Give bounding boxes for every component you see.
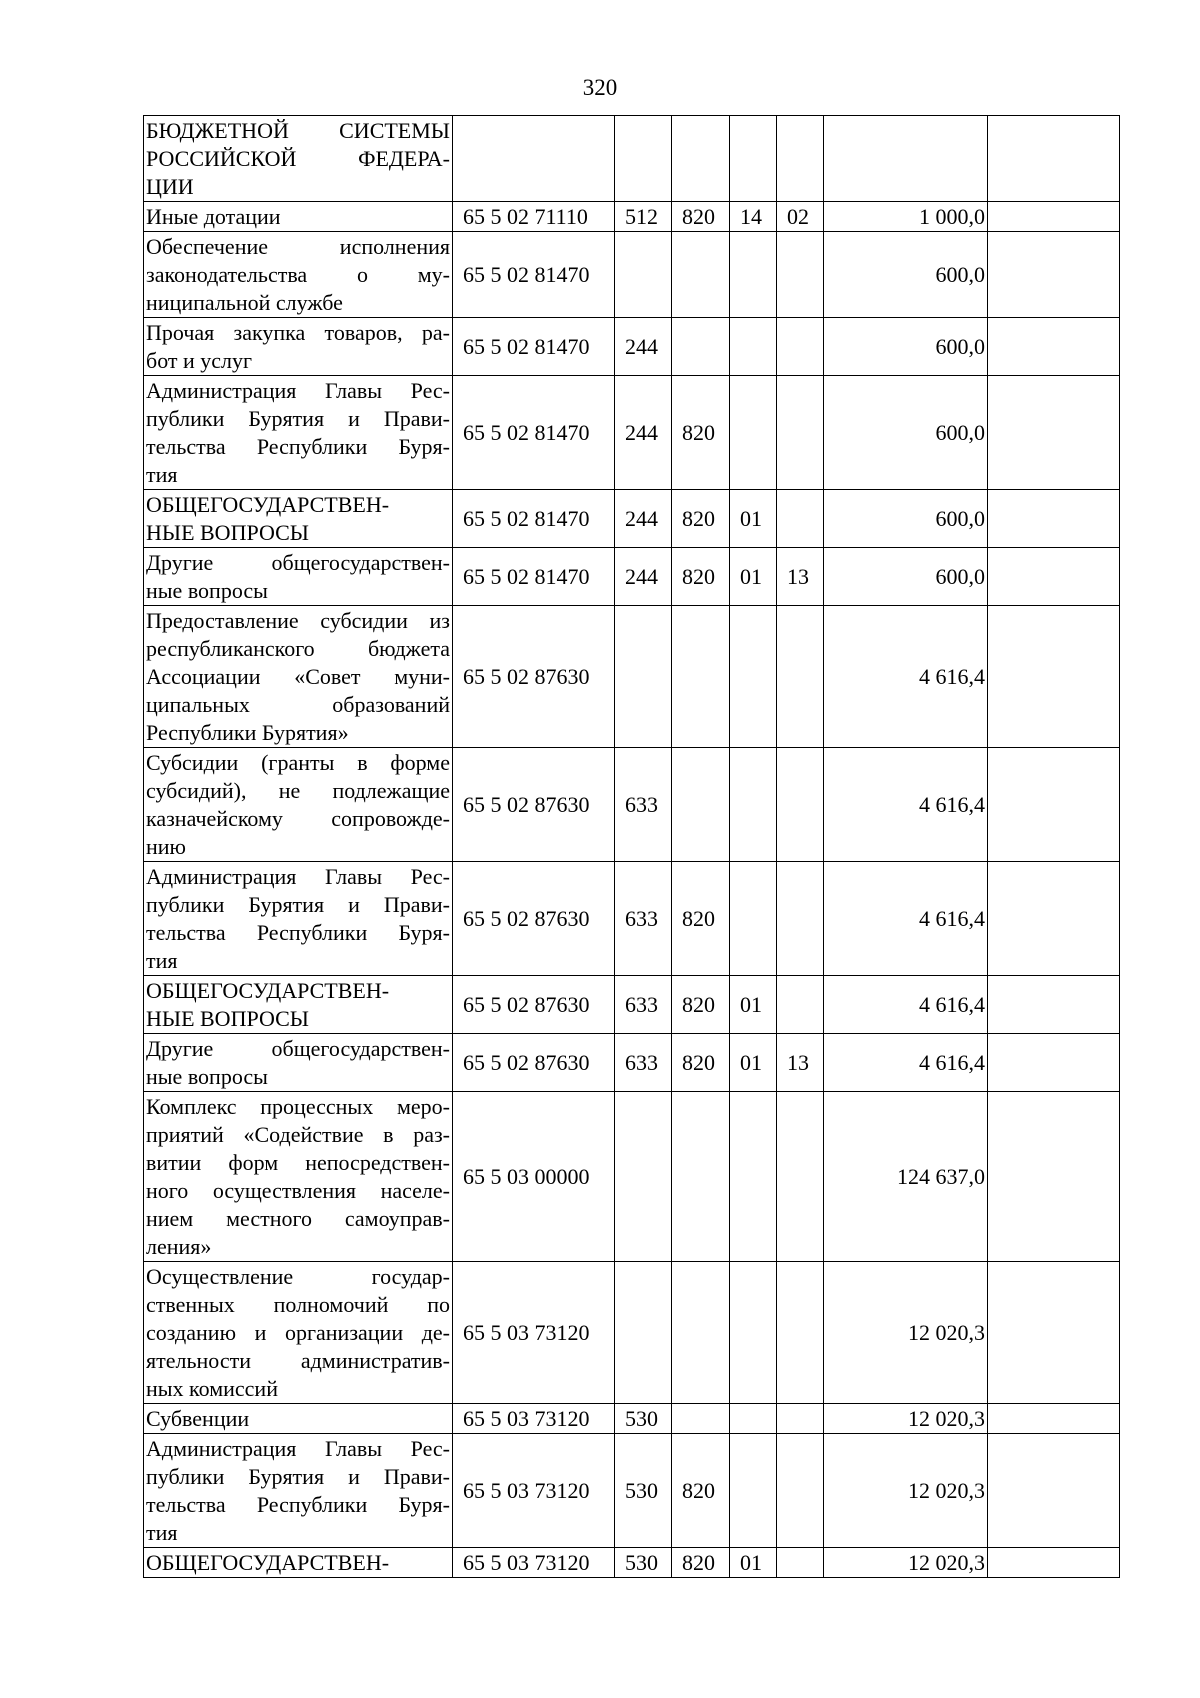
- expense-type-cell: 530: [615, 1548, 672, 1578]
- table-row: [144, 862, 1120, 976]
- subsection-cell: 13: [777, 1034, 824, 1092]
- expense-type-cell: 244: [615, 490, 672, 548]
- row-name-line: тельства Республики Буря-: [146, 1492, 450, 1517]
- row-name-line: ные вопросы: [146, 578, 268, 603]
- expense-type-cell: 512: [615, 202, 672, 232]
- row-name-line: республиканского бюджета: [146, 636, 450, 661]
- amount-cell: 600,0: [824, 232, 988, 318]
- row-name-cell: [144, 1092, 453, 1262]
- row-name-line: Республики Бурятия»: [146, 720, 349, 745]
- section-cell: [730, 232, 777, 318]
- ministry-code-cell: [672, 318, 730, 376]
- amount-cell: 600,0: [824, 490, 988, 548]
- target-article-cell: 65 5 03 73120: [453, 1404, 615, 1434]
- target-article-cell: 65 5 02 87630: [453, 862, 615, 976]
- amount-cell: 600,0: [824, 548, 988, 606]
- ministry-code-cell: [672, 1092, 730, 1262]
- subsection-cell: [777, 1404, 824, 1434]
- row-name-cell: [144, 548, 453, 606]
- subsection-cell: [777, 1262, 824, 1404]
- target-article-cell: 65 5 03 73120: [453, 1548, 615, 1578]
- row-name-line: ЦИИ: [146, 174, 194, 199]
- ministry-code-cell: 820: [672, 202, 730, 232]
- row-name-line: бот и услуг: [146, 348, 253, 373]
- row-name-line: Обеспечение исполнения: [146, 234, 450, 259]
- section-cell: 01: [730, 548, 777, 606]
- empty-cell: [988, 1092, 1120, 1262]
- amount-cell: 124 637,0: [824, 1092, 988, 1262]
- row-name-line: ления»: [146, 1234, 212, 1259]
- amount-cell: 12 020,3: [824, 1262, 988, 1404]
- target-article-cell: 65 5 02 81470: [453, 548, 615, 606]
- target-article-cell: 65 5 02 81470: [453, 318, 615, 376]
- table-row: [144, 202, 1120, 232]
- row-name-line: публики Бурятия и Прави-: [146, 1464, 450, 1489]
- empty-cell: [988, 1034, 1120, 1092]
- ministry-code-cell: 820: [672, 490, 730, 548]
- table-row: [144, 1262, 1120, 1404]
- expense-type-cell: 244: [615, 376, 672, 490]
- row-name-line: БЮДЖЕТНОЙ СИСТЕМЫ: [146, 118, 450, 143]
- amount-cell: 1 000,0: [824, 202, 988, 232]
- section-cell: 01: [730, 1548, 777, 1578]
- row-name-cell: [144, 606, 453, 748]
- row-name-line: витии форм непосредствен-: [146, 1150, 450, 1175]
- row-name-cell: [144, 1404, 453, 1434]
- subsection-cell: [777, 606, 824, 748]
- amount-cell: [824, 116, 988, 202]
- subsection-cell: [777, 862, 824, 976]
- section-cell: [730, 1092, 777, 1262]
- row-name-line: тельства Республики Буря-: [146, 920, 450, 945]
- amount-cell: 12 020,3: [824, 1404, 988, 1434]
- empty-cell: [988, 748, 1120, 862]
- amount-cell: 600,0: [824, 318, 988, 376]
- empty-cell: [988, 116, 1120, 202]
- empty-cell: [988, 976, 1120, 1034]
- ministry-code-cell: 820: [672, 1034, 730, 1092]
- subsection-cell: [777, 376, 824, 490]
- row-name-line: ОБЩЕГОСУДАРСТВЕН-: [146, 1550, 390, 1575]
- amount-cell: 4 616,4: [824, 606, 988, 748]
- amount-cell: 4 616,4: [824, 976, 988, 1034]
- row-name-line: ОБЩЕГОСУДАРСТВЕН-: [146, 978, 390, 1003]
- budget-table: [143, 115, 1120, 1578]
- target-article-cell: 65 5 02 81470: [453, 490, 615, 548]
- row-name-line: Предоставление субсидии из: [146, 608, 450, 633]
- expense-type-cell: [615, 606, 672, 748]
- expense-type-cell: 530: [615, 1404, 672, 1434]
- empty-cell: [988, 318, 1120, 376]
- subsection-cell: [777, 1434, 824, 1548]
- row-name-line: Комплекс процессных меро-: [146, 1094, 450, 1119]
- amount-cell: 4 616,4: [824, 748, 988, 862]
- amount-cell: 4 616,4: [824, 862, 988, 976]
- ministry-code-cell: [672, 1404, 730, 1434]
- section-cell: [730, 606, 777, 748]
- target-article-cell: [453, 116, 615, 202]
- row-name-cell: [144, 976, 453, 1034]
- amount-cell: 12 020,3: [824, 1548, 988, 1578]
- section-cell: 01: [730, 490, 777, 548]
- subsection-cell: 02: [777, 202, 824, 232]
- table-row: [144, 606, 1120, 748]
- target-article-cell: 65 5 02 87630: [453, 606, 615, 748]
- row-name-line: приятий «Содействие в раз-: [146, 1122, 450, 1147]
- ministry-code-cell: [672, 116, 730, 202]
- row-name-cell: [144, 748, 453, 862]
- row-name-line: нию: [146, 834, 186, 859]
- ministry-code-cell: 820: [672, 1434, 730, 1548]
- ministry-code-cell: [672, 606, 730, 748]
- ministry-code-cell: 820: [672, 976, 730, 1034]
- ministry-code-cell: 820: [672, 1548, 730, 1578]
- row-name-line: Другие общегосударствен-: [146, 550, 450, 575]
- row-name-line: тельства Республики Буря-: [146, 434, 450, 459]
- table-row: [144, 976, 1120, 1034]
- row-name-line: ные вопросы: [146, 1064, 268, 1089]
- row-name-line: ятельности административ-: [146, 1348, 450, 1373]
- row-name-line: ных комиссий: [146, 1376, 278, 1401]
- target-article-cell: 65 5 02 71110: [453, 202, 615, 232]
- empty-cell: [988, 1262, 1120, 1404]
- ministry-code-cell: [672, 1262, 730, 1404]
- subsection-cell: [777, 490, 824, 548]
- row-name-line: РОССИЙСКОЙ ФЕДЕРА-: [146, 146, 450, 171]
- expense-type-cell: 530: [615, 1434, 672, 1548]
- subsection-cell: [777, 232, 824, 318]
- row-name-cell: [144, 862, 453, 976]
- amount-cell: 600,0: [824, 376, 988, 490]
- target-article-cell: 65 5 03 73120: [453, 1262, 615, 1404]
- expense-type-cell: 633: [615, 1034, 672, 1092]
- row-name-cell: [144, 202, 453, 232]
- table-row: [144, 1034, 1120, 1092]
- row-name-cell: [144, 232, 453, 318]
- section-cell: [730, 318, 777, 376]
- target-article-cell: 65 5 02 81470: [453, 376, 615, 490]
- expense-type-cell: [615, 1262, 672, 1404]
- row-name-line: публики Бурятия и Прави-: [146, 892, 450, 917]
- row-name-cell: [144, 1434, 453, 1548]
- row-name-line: публики Бурятия и Прави-: [146, 406, 450, 431]
- target-article-cell: 65 5 02 87630: [453, 748, 615, 862]
- row-name-cell: [144, 318, 453, 376]
- ministry-code-cell: 820: [672, 548, 730, 606]
- target-article-cell: 65 5 02 81470: [453, 232, 615, 318]
- ministry-code-cell: [672, 232, 730, 318]
- table-row: [144, 376, 1120, 490]
- empty-cell: [988, 548, 1120, 606]
- table-body: [144, 116, 1120, 1578]
- empty-cell: [988, 606, 1120, 748]
- row-name-line: Субвенции: [146, 1406, 250, 1431]
- table-row: [144, 116, 1120, 202]
- target-article-cell: 65 5 03 00000: [453, 1092, 615, 1262]
- subsection-cell: [777, 1092, 824, 1262]
- row-name-line: ниципальной службе: [146, 290, 343, 315]
- row-name-cell: [144, 376, 453, 490]
- subsection-cell: [777, 116, 824, 202]
- expense-type-cell: 633: [615, 748, 672, 862]
- empty-cell: [988, 1404, 1120, 1434]
- expense-type-cell: [615, 232, 672, 318]
- row-name-line: Прочая закупка товаров, ра-: [146, 320, 450, 345]
- row-name-cell: [144, 1262, 453, 1404]
- subsection-cell: [777, 976, 824, 1034]
- empty-cell: [988, 490, 1120, 548]
- table-row: [144, 748, 1120, 862]
- empty-cell: [988, 1434, 1120, 1548]
- table-row: [144, 1548, 1120, 1578]
- row-name-line: тия: [146, 1520, 178, 1545]
- row-name-line: Ассоциации «Совет муни-: [146, 664, 450, 689]
- row-name-line: Субсидии (гранты в форме: [146, 750, 450, 775]
- table-row: [144, 1434, 1120, 1548]
- row-name-cell: [144, 1034, 453, 1092]
- subsection-cell: [777, 318, 824, 376]
- row-name-cell: [144, 490, 453, 548]
- row-name-line: нием местного самоуправ-: [146, 1206, 450, 1231]
- section-cell: [730, 376, 777, 490]
- row-name-line: тия: [146, 462, 178, 487]
- row-name-line: законодательства о му-: [146, 262, 450, 287]
- section-cell: [730, 1434, 777, 1548]
- row-name-cell: [144, 116, 453, 202]
- empty-cell: [988, 1548, 1120, 1578]
- table-row: [144, 490, 1120, 548]
- expense-type-cell: [615, 1092, 672, 1262]
- expense-type-cell: 244: [615, 548, 672, 606]
- empty-cell: [988, 202, 1120, 232]
- empty-cell: [988, 862, 1120, 976]
- section-cell: [730, 748, 777, 862]
- row-name-line: ципальных образований: [146, 692, 450, 717]
- expense-type-cell: [615, 116, 672, 202]
- row-name-line: Администрация Главы Рес-: [146, 378, 450, 403]
- row-name-line: созданию и организации де-: [146, 1320, 450, 1345]
- amount-cell: 4 616,4: [824, 1034, 988, 1092]
- target-article-cell: 65 5 02 87630: [453, 1034, 615, 1092]
- row-name-line: казначейскому сопровожде-: [146, 806, 450, 831]
- section-cell: 01: [730, 976, 777, 1034]
- row-name-line: НЫЕ ВОПРОСЫ: [146, 520, 309, 545]
- table-row: [144, 232, 1120, 318]
- row-name-line: субсидий), не подлежащие: [146, 778, 450, 803]
- expense-type-cell: 633: [615, 976, 672, 1034]
- row-name-line: тия: [146, 948, 178, 973]
- amount-cell: 12 020,3: [824, 1434, 988, 1548]
- subsection-cell: [777, 1548, 824, 1578]
- row-name-line: Осуществление государ-: [146, 1264, 450, 1289]
- expense-type-cell: 244: [615, 318, 672, 376]
- expense-type-cell: 633: [615, 862, 672, 976]
- row-name-line: ного осуществления населе-: [146, 1178, 450, 1203]
- ministry-code-cell: [672, 748, 730, 862]
- row-name-line: ОБЩЕГОСУДАРСТВЕН-: [146, 492, 390, 517]
- table-row: [144, 548, 1120, 606]
- section-cell: 14: [730, 202, 777, 232]
- table-row: [144, 318, 1120, 376]
- subsection-cell: [777, 748, 824, 862]
- ministry-code-cell: 820: [672, 862, 730, 976]
- target-article-cell: 65 5 03 73120: [453, 1434, 615, 1548]
- section-cell: [730, 862, 777, 976]
- row-name-line: Иные дотации: [146, 204, 281, 229]
- section-cell: [730, 1404, 777, 1434]
- table-row: [144, 1092, 1120, 1262]
- table-row: [144, 1404, 1120, 1434]
- empty-cell: [988, 232, 1120, 318]
- empty-cell: [988, 376, 1120, 490]
- section-cell: [730, 116, 777, 202]
- section-cell: 01: [730, 1034, 777, 1092]
- row-name-line: Другие общегосударствен-: [146, 1036, 450, 1061]
- target-article-cell: 65 5 02 87630: [453, 976, 615, 1034]
- page-number: 320: [582, 75, 618, 100]
- row-name-line: Администрация Главы Рес-: [146, 1436, 450, 1461]
- row-name-line: ственных полномочий по: [146, 1292, 450, 1317]
- row-name-cell: [144, 1548, 453, 1578]
- ministry-code-cell: 820: [672, 376, 730, 490]
- row-name-line: НЫЕ ВОПРОСЫ: [146, 1006, 309, 1031]
- subsection-cell: 13: [777, 548, 824, 606]
- row-name-line: Администрация Главы Рес-: [146, 864, 450, 889]
- section-cell: [730, 1262, 777, 1404]
